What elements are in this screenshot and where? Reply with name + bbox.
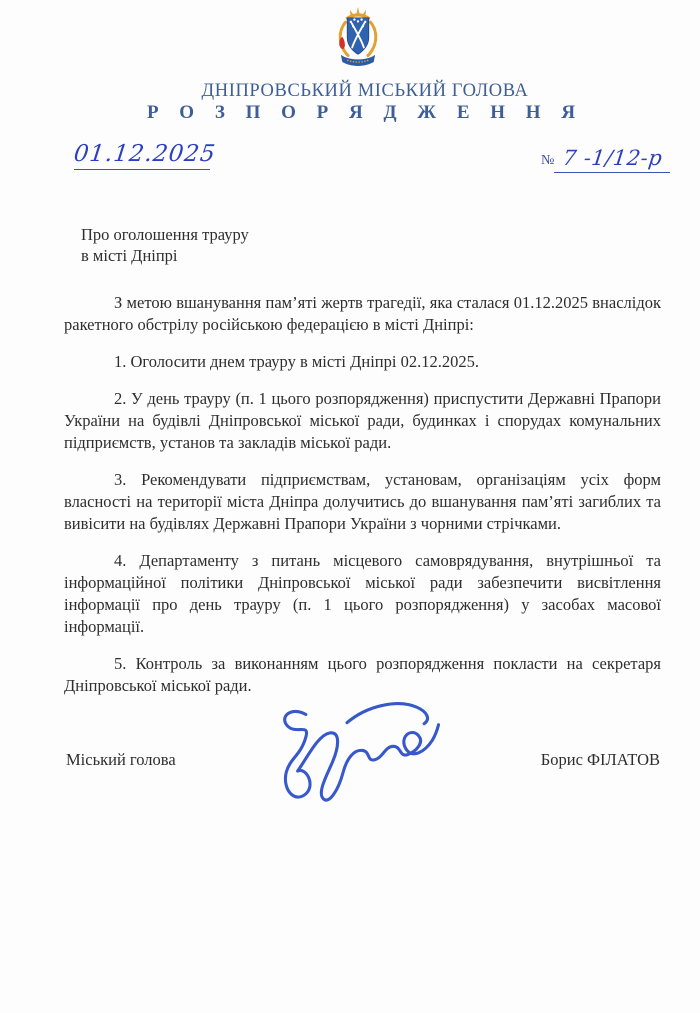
paragraph-item-4: 4. Департаменту з питань місцевого самоврядування, внутрішньої та інформаційної політики Дніпровської міської ради забезпечити висвітлення інформації про день трауру (п. 1 цього розпорядження) у засобах масової інформації. [64, 551, 661, 636]
paragraph-item-2: 2. У день трауру (п. 1 цього розпорядження) приспустити Державні Прапори України на будівлі Дніпровської міської ради, будинках і спорудах комунальних підприємств, установ та закладів міської ради. [64, 389, 661, 452]
paragraph-item-1: 1. Оголосити днем трауру в місті Дніпрі 02.12.2025. [114, 352, 479, 371]
signatory-position: Міський голова [66, 750, 176, 769]
subject-line-1: Про оголошення трауру [81, 225, 249, 244]
dnipro-coat-of-arms-icon [329, 7, 387, 70]
signatory-name: Борис ФІЛАТОВ [540, 750, 660, 769]
subject-line-2: в місті Дніпрі [81, 246, 178, 265]
paragraph-item-5: 5. Контроль за виконанням цього розпорядження покласти на секретаря Дніпровської міської ради. [64, 654, 661, 695]
paragraph-item-3: 3. Рекомендувати підприємствам, установам, організаціям усіх форм власності на території міста Дніпра долучитись до вшанування пам’яті загиблих та вивісити на будівлях Державні Прапори України з чорними стрічками. [64, 470, 661, 533]
subject-block [81, 224, 249, 266]
date-field [72, 141, 218, 170]
handwritten-date: 01.12.2025 [72, 141, 218, 167]
document-body [64, 292, 661, 712]
number-sign: № [541, 153, 555, 168]
emblem-ribbon [341, 55, 375, 66]
document-type-title: Р О З П О Р Я Д Ж Е Н Н Я [146, 102, 584, 123]
handwritten-number: 7 -1/12-р [561, 146, 664, 170]
handwritten-signature [250, 698, 445, 806]
number-value-line [554, 146, 670, 173]
paragraph-preamble: З метою вшанування пам’яті жертв трагедії, яка сталася 01.12.2025 внаслідок ракетного обстрілу російською федерацією в місті Дніпрі: [64, 293, 661, 334]
number-field [541, 146, 670, 173]
org-name: ДНІПРОВСЬКИЙ МІСЬКИЙ ГОЛОВА [201, 81, 529, 101]
